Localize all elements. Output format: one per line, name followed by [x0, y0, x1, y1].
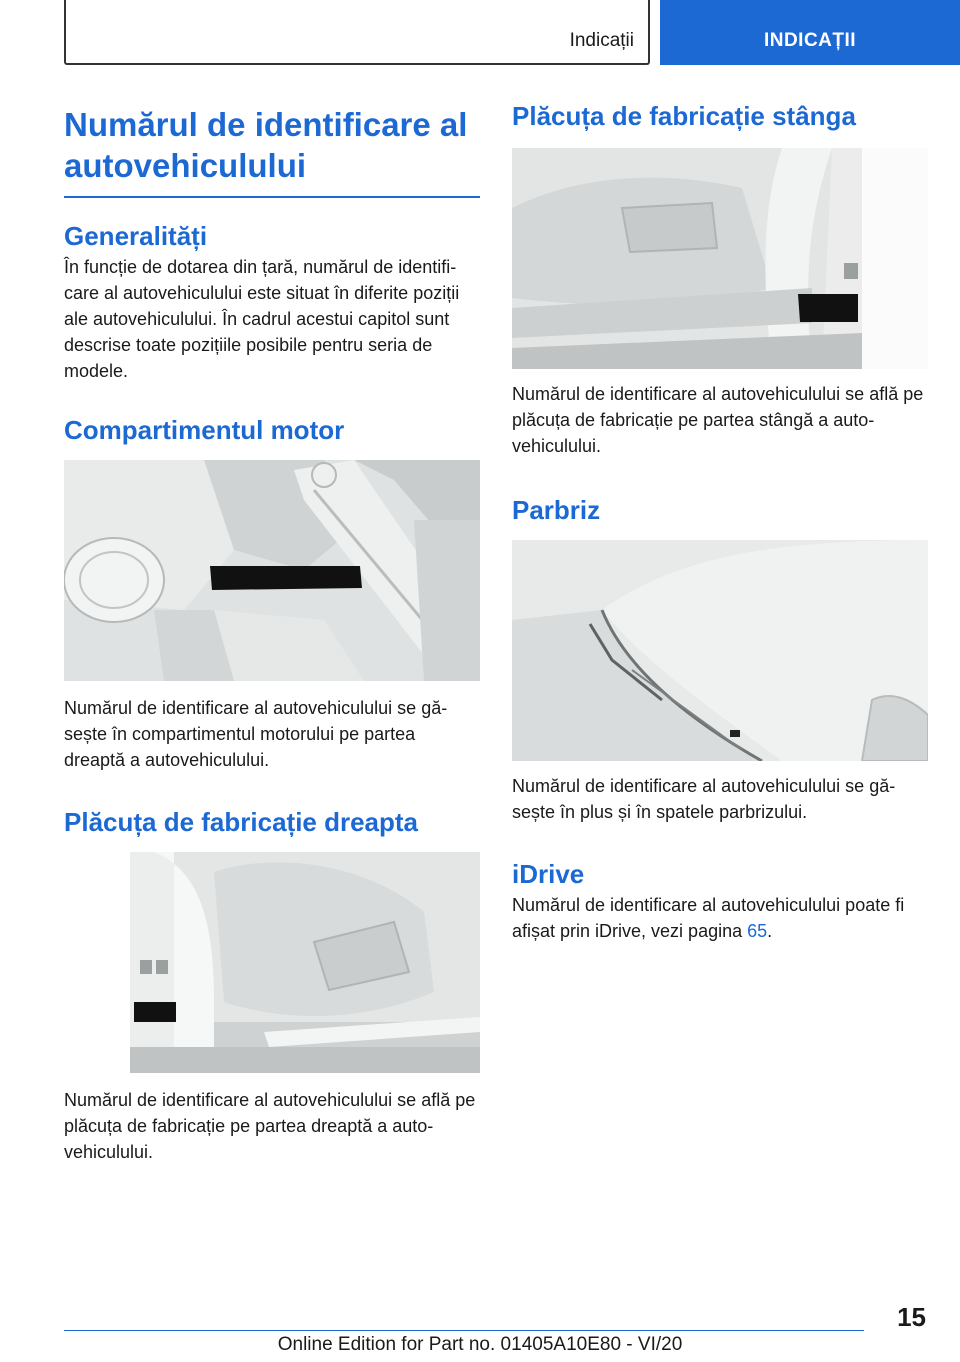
windshield-illustration: [512, 540, 928, 761]
right-plate-image: [64, 852, 480, 1073]
left-plate-illustration: [512, 148, 928, 369]
engine-compartment-illustration: [64, 460, 480, 681]
header-section-box: [64, 0, 650, 65]
heading-right-plate: Plăcuța de fabricație dreapta: [64, 807, 419, 837]
page-title: Numărul de identificare al autovehiculului: [64, 106, 468, 184]
general-text: În funcție de dotarea din țară, numărul de identifi-care al autovehiculului este situat în diferite poziții ale autovehiculului. În cadrul acestui capitol sunt descrise toate pozițiile posibile pentru seria de modele.: [64, 257, 460, 381]
windshield-image: [512, 540, 928, 761]
header-chapter-tab: [660, 0, 960, 65]
engine-compartment-caption: Numărul de identificare al autovehiculului se gă-sește în compartimentul motorului pe partea dreaptă a autovehiculului.: [64, 698, 448, 770]
idrive-text-main: Numărul de identificare al autovehiculului poate fi afișat prin iDrive, vezi pagina: [512, 895, 905, 941]
page-number: 15: [897, 1302, 926, 1332]
left-plate-image: [512, 148, 928, 369]
heading-engine-compartment: Compartimentul motor: [64, 415, 345, 445]
right-plate-illustration: [64, 852, 480, 1073]
right-plate-caption: Numărul de identificare al autovehiculului se află pe plăcuța de fabricație pe partea dreaptă a auto-vehiculului.: [64, 1090, 476, 1162]
right-column: [512, 100, 928, 944]
engine-compartment-image: [64, 460, 480, 681]
footer-rule: [64, 1330, 864, 1331]
idrive-text-end: .: [767, 921, 773, 941]
idrive-text: [512, 892, 928, 944]
windshield-caption: Numărul de identificare al autovehiculului se gă-sește în plus și în spatele parbrizului.: [512, 776, 896, 822]
idrive-page-link[interactable]: 65: [747, 921, 768, 941]
heading-left-plate: Plăcuța de fabricație stânga: [512, 101, 856, 131]
heading-idrive: iDrive: [512, 859, 585, 889]
heading-windshield: Parbriz: [512, 495, 601, 525]
left-column: [64, 104, 480, 1165]
footer-edition: Online Edition for Part no. 01405A10E80 - VI/20: [277, 1334, 683, 1355]
header-section-title: Indicații: [569, 30, 634, 51]
title-rule: [64, 196, 480, 198]
heading-general: Generalități: [64, 221, 208, 251]
left-plate-caption: Numărul de identificare al autovehiculului se află pe plăcuța de fabricație pe partea stângă a auto-vehiculului.: [512, 384, 924, 456]
header-chapter-title: INDICAȚII: [763, 30, 857, 51]
